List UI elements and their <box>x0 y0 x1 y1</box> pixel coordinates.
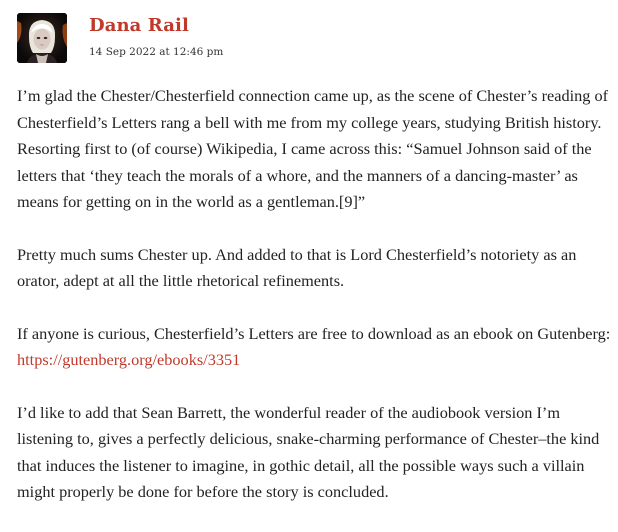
user-avatar-icon <box>17 13 67 63</box>
comment-author-link[interactable]: Dana Rail <box>89 15 189 36</box>
avatar[interactable] <box>17 13 67 63</box>
comment-paragraph-3-text: If anyone is curious, Chesterfield’s Letters are free to download as an ebook on Gutenberg: <box>17 323 611 343</box>
comment-timestamp[interactable]: 14 Sep 2022 at 12:46 pm <box>89 46 224 58</box>
comment-paragraph-3 <box>17 321 613 374</box>
comment-paragraph-2: Pretty much sums Chester up. And added to that is Lord Chesterfield’s notoriety as an orator, adept at all the little rhetorical refinements. <box>17 244 577 290</box>
comment-paragraph-4: I’d like to add that Sean Barrett, the wonderful reader of the audiobook version I’m listening to, gives a perfectly delicious, snake-charming performance of Chester–the kind that induces the listener to imagine, in gothic detail, all the possible ways such a villain might properly be done for before the story is concluded. <box>17 402 600 501</box>
gutenberg-link[interactable]: https://gutenberg.org/ebooks/3351 <box>17 350 241 369</box>
comment-body <box>17 83 613 532</box>
comment-paragraph-1: I’m glad the Chester/Chesterfield connection came up, as the scene of Chester’s reading of Chesterfield’s Letters rang a bell with me from my college years, studying British history. Resorting first to (of course) Wikipedia, I came across this: “Samuel Johnson said of the letters that ‘they teach the morals of a whore, and the manners of a dancing-master’ as means for getting on in the world as a gentleman.[9]” <box>17 86 609 211</box>
